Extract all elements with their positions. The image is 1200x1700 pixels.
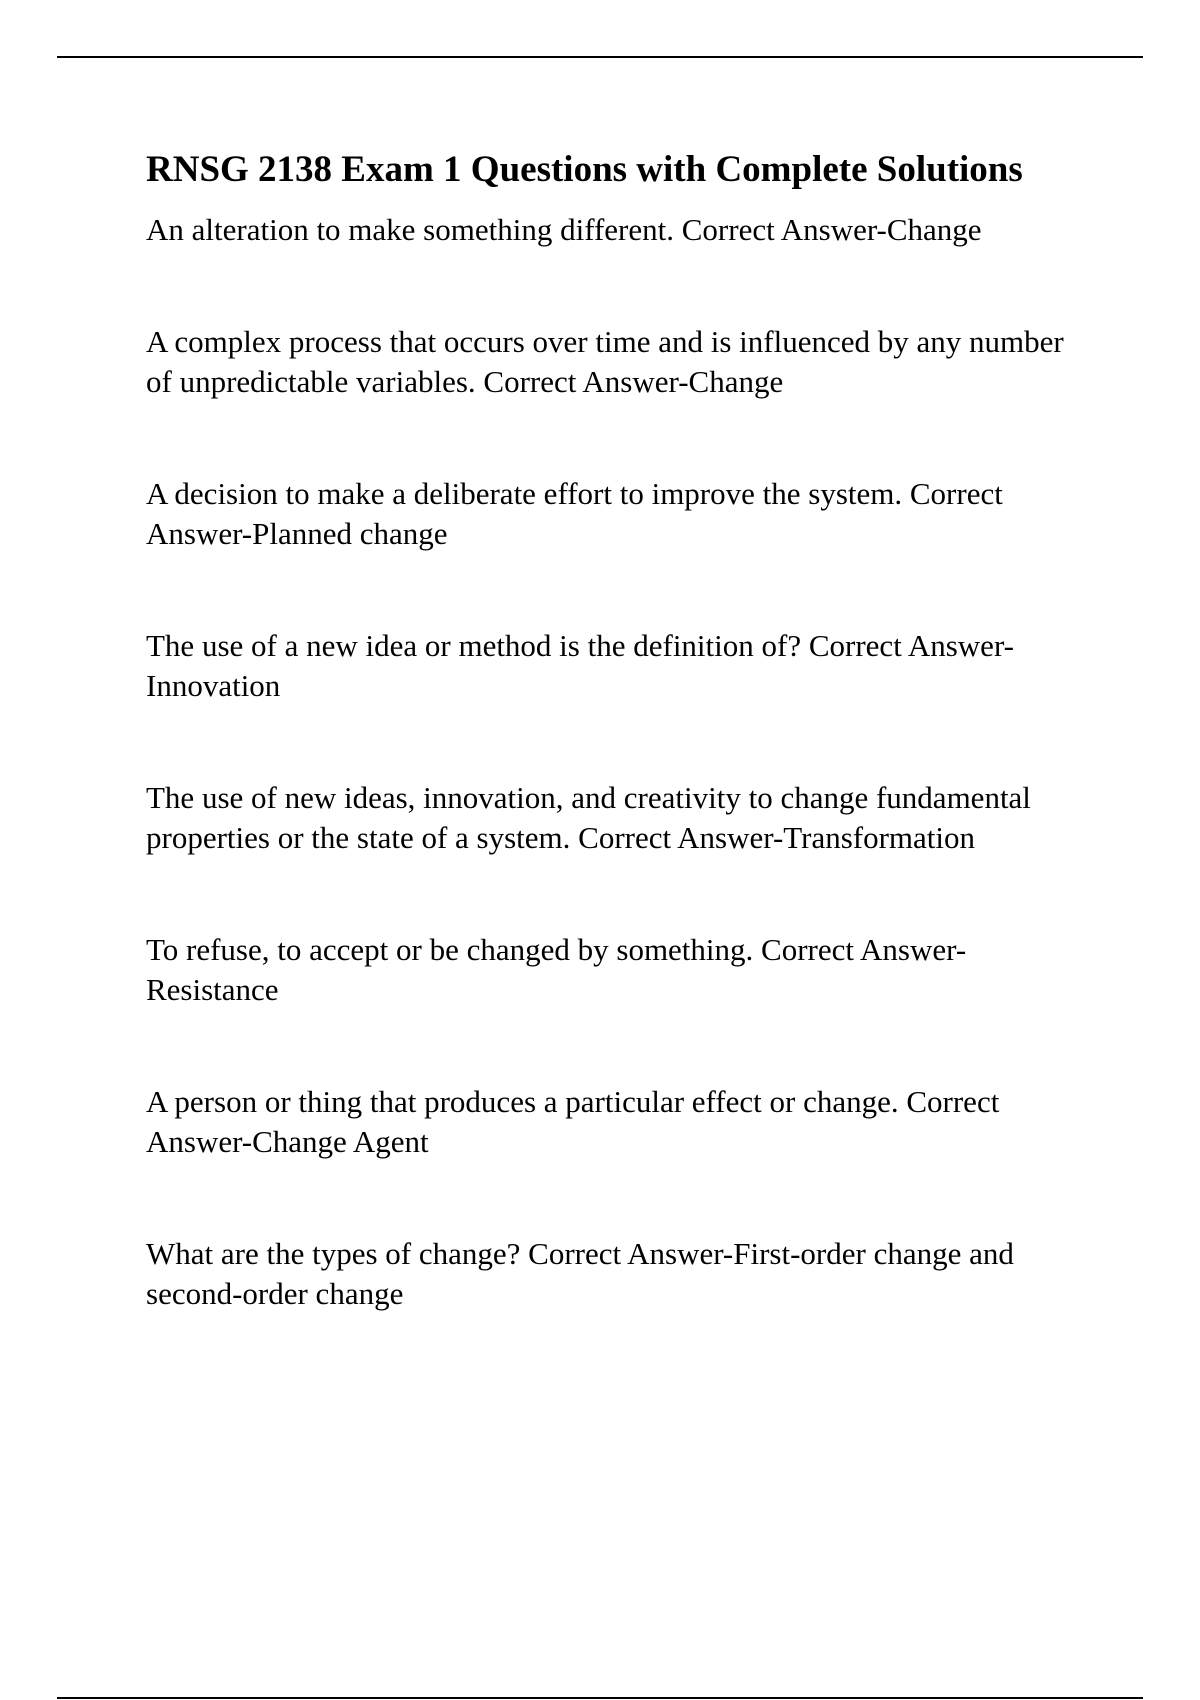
footer-rule [57,1697,1143,1699]
qa-item: A person or thing that produces a particular effect or change. Correct Answer-Change Agent [146,1084,1000,1159]
page-title: RNSG 2138 Exam 1 Questions with Complete Solutions [146,149,1023,190]
qa-item: An alteration to make something different. Correct Answer-Change [146,212,982,247]
qa-item: The use of new ideas, innovation, and creativity to change fundamental properties or the state of a system. Correct Answer-Transformation [146,780,1031,855]
header-rule [57,56,1143,58]
qa-item: To refuse, to accept or be changed by something. Correct Answer-Resistance [146,932,967,1007]
qa-item: What are the types of change? Correct Answer-First-order change and second-order change [146,1236,1014,1311]
qa-item: A decision to make a deliberate effort to improve the system. Correct Answer-Planned change [146,476,1003,551]
qa-list [146,210,1086,1314]
document-body [146,145,1086,1314]
qa-item: A complex process that occurs over time and is influenced by any number of unpredictable variables. Correct Answer-Change [146,324,1064,399]
qa-item: The use of a new idea or method is the definition of? Correct Answer-Innovation [146,628,1014,703]
